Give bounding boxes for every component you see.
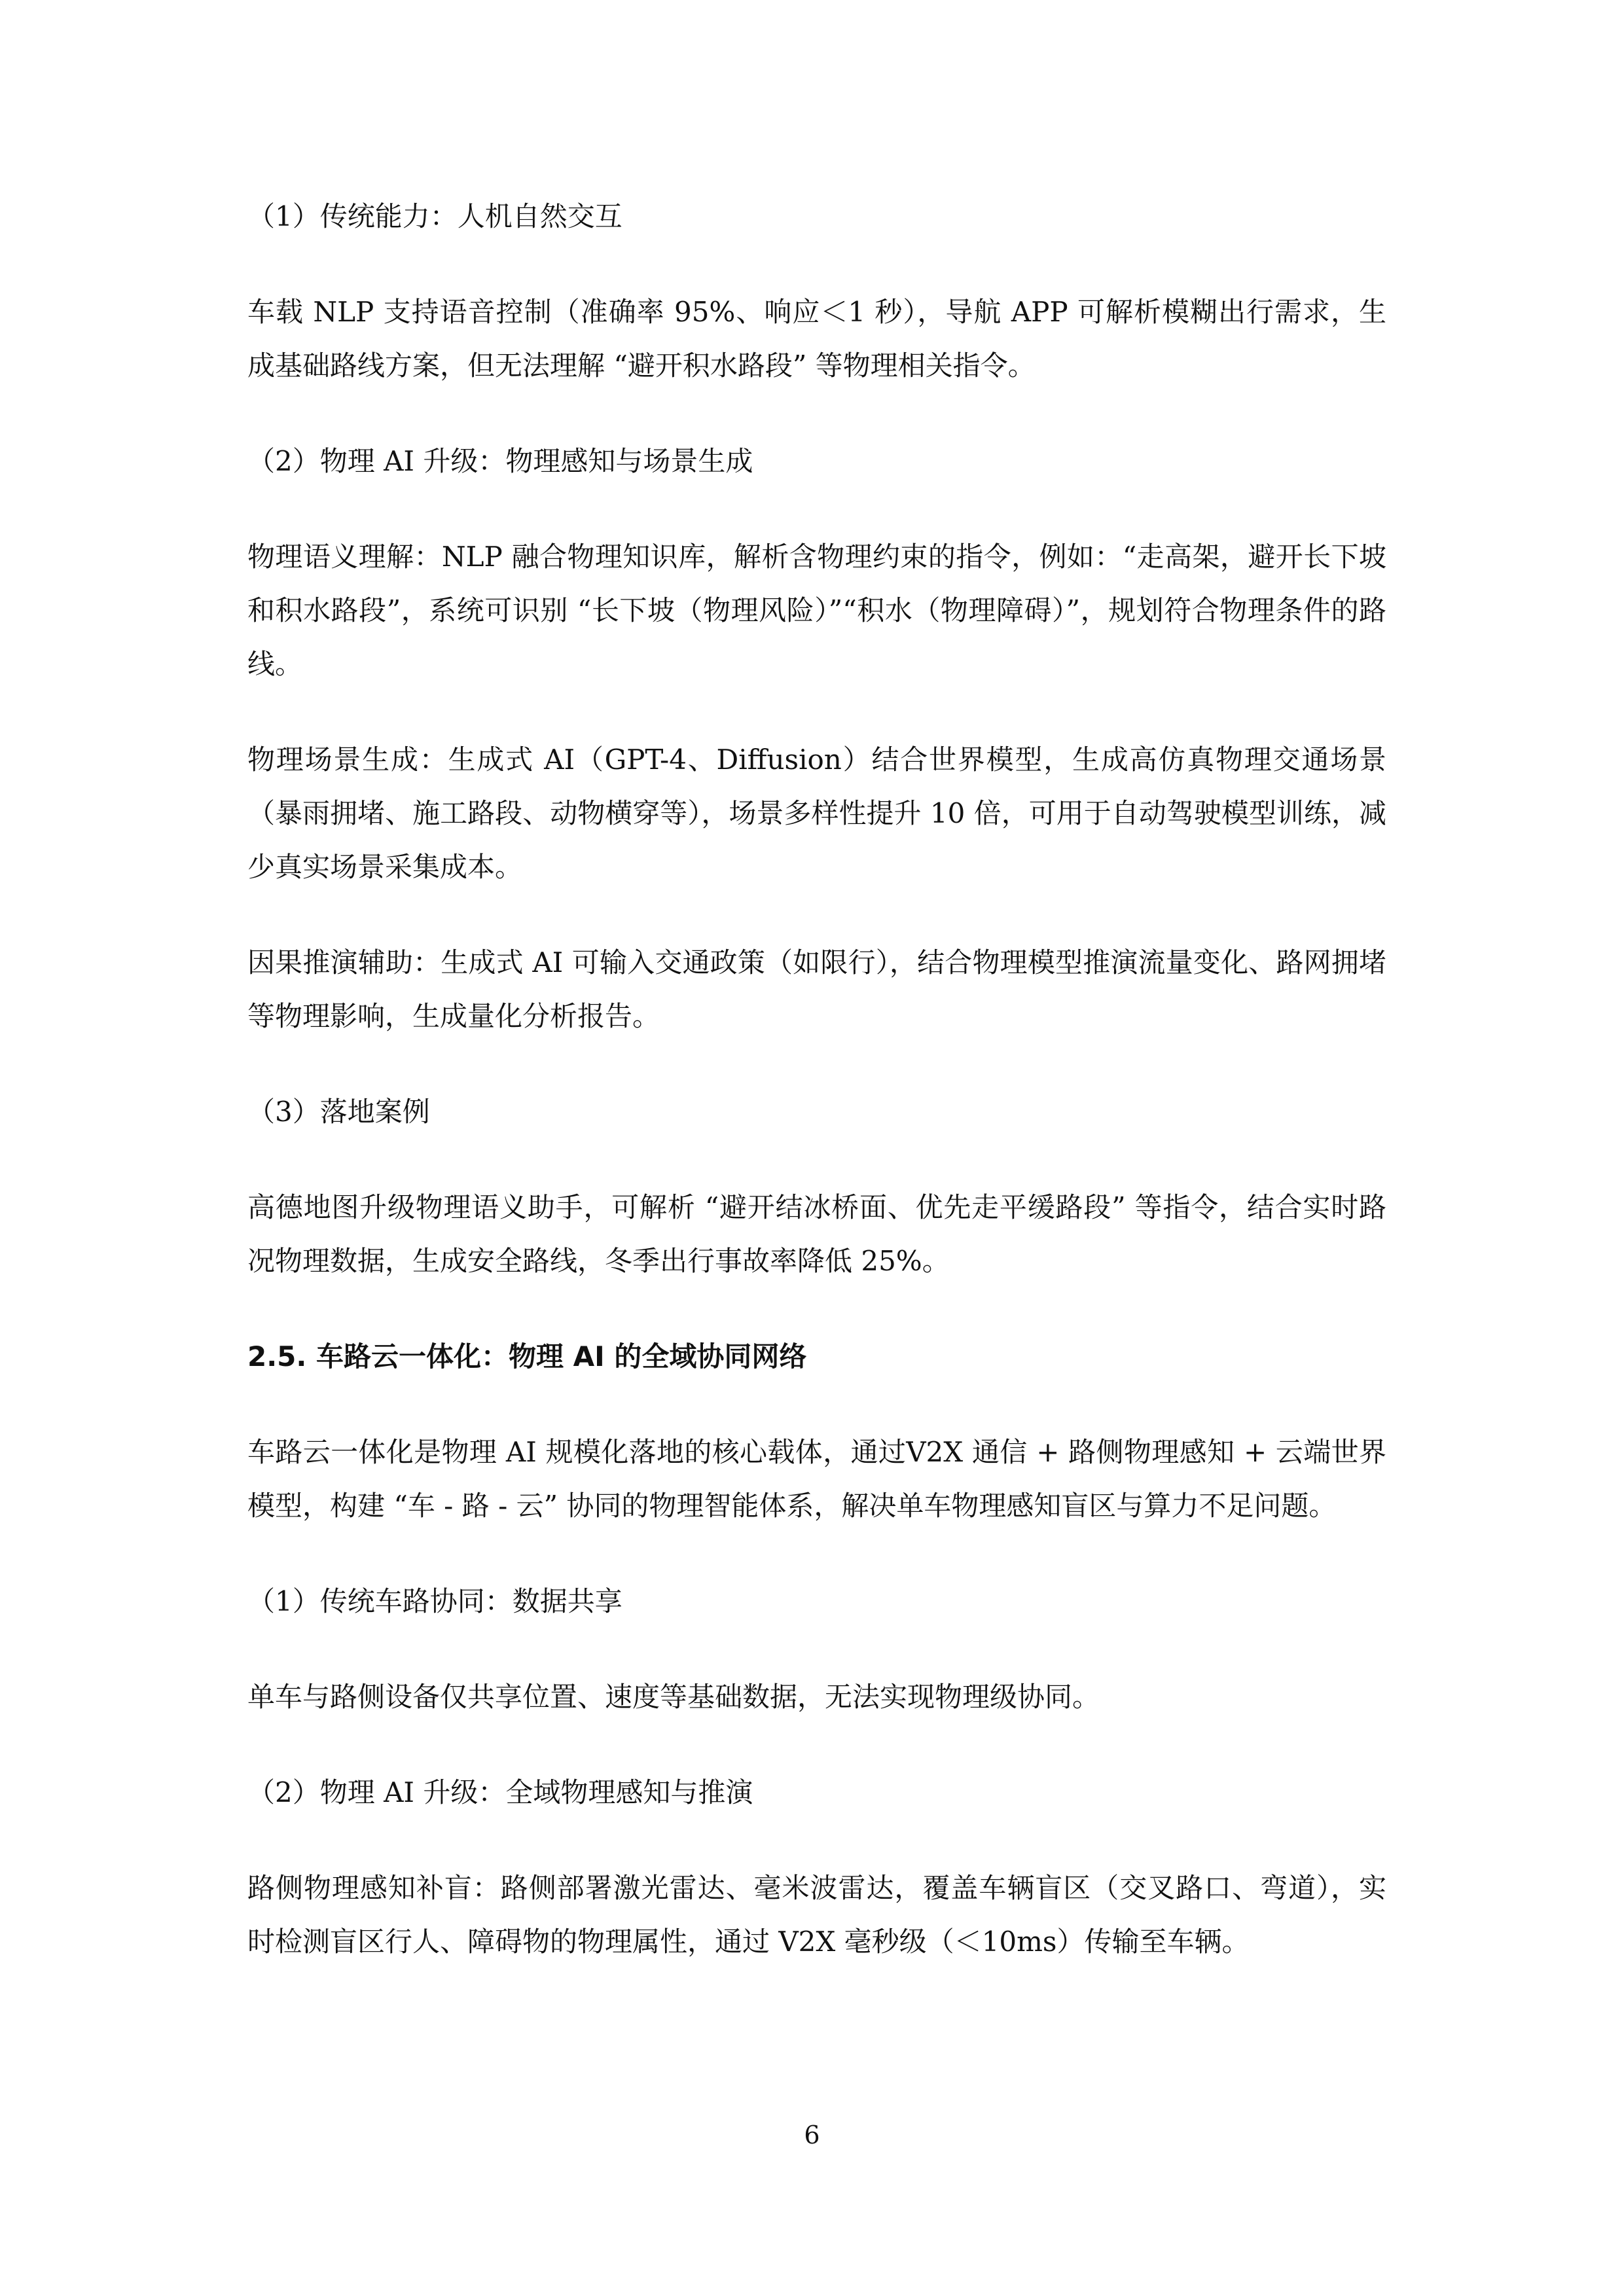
subheading-traditional-v2x: （1）传统车路协同：数据共享: [247, 1585, 623, 1617]
paragraph-amap-case: 高德地图升级物理语义助手，可解析 “避开结冰桥面、优先走平缓路段” 等指令，结合实时路况物理数据，生成安全路线，冬季出行事故率降低 25%。: [247, 1191, 1386, 1277]
subheading-case-studies: （3）落地案例: [247, 1096, 430, 1128]
paragraph-roadside-perception: 路侧物理感知补盲：路侧部署激光雷达、毫米波雷达，覆盖车辆盲区（交叉路口、弯道），实时检测盲区行人、障碍物的物理属性，通过 V2X 毫秒级（＜10ms）传输至车辆。: [247, 1872, 1386, 1958]
subheading-global-perception: （2）物理 AI 升级：全域物理感知与推演: [247, 1776, 753, 1808]
page-number: 6: [804, 2121, 820, 2149]
paragraph-physical-scene-generation: 物理场景生成：生成式 AI（GPT-4、Diffusion）结合世界模型，生成高仿真物理交通场景（暴雨拥堵、施工路段、动物横穿等），场景多样性提升 10 倍，可用于自动驾驶模型训练，减少真实场景采集成本。: [247, 744, 1386, 883]
section-heading-2-5: 2.5. 车路云一体化：物理 AI 的全域协同网络: [247, 1340, 807, 1372]
paragraph-nlp-voice-control: 车载 NLP 支持语音控制（准确率 95%、响应＜1 秒），导航 APP 可解析模糊出行需求，生成基础路线方案，但无法理解 “避开积水路段” 等物理相关指令。: [247, 296, 1386, 382]
paragraph-data-sharing: 单车与路侧设备仅共享位置、速度等基础数据，无法实现物理级协同。: [247, 1681, 1100, 1713]
paragraph-causal-inference: 因果推演辅助：生成式 AI 可输入交通政策（如限行），结合物理模型推演流量变化、路网拥堵等物理影响，生成量化分析报告。: [247, 946, 1386, 1032]
paragraph-vehicle-road-cloud: 车路云一体化是物理 AI 规模化落地的核心载体，通过V2X 通信 + 路侧物理感知 + 云端世界模型，构建 “车 - 路 - 云” 协同的物理智能体系，解决单车物理感知盲区与算力不足问题。: [247, 1436, 1386, 1522]
subheading-traditional-capability: （1）传统能力：人机自然交互: [247, 200, 623, 232]
subheading-physical-ai-upgrade: （2）物理 AI 升级：物理感知与场景生成: [247, 445, 753, 477]
document-body: [247, 190, 1386, 1969]
paragraph-physical-semantic-understanding: 物理语义理解：NLP 融合物理知识库，解析含物理约束的指令，例如：“走高架，避开长下坡和积水路段”，系统可识别 “长下坡（物理风险）”“积水（物理障碍）”，规划符合物理条件的路线。: [247, 541, 1386, 680]
